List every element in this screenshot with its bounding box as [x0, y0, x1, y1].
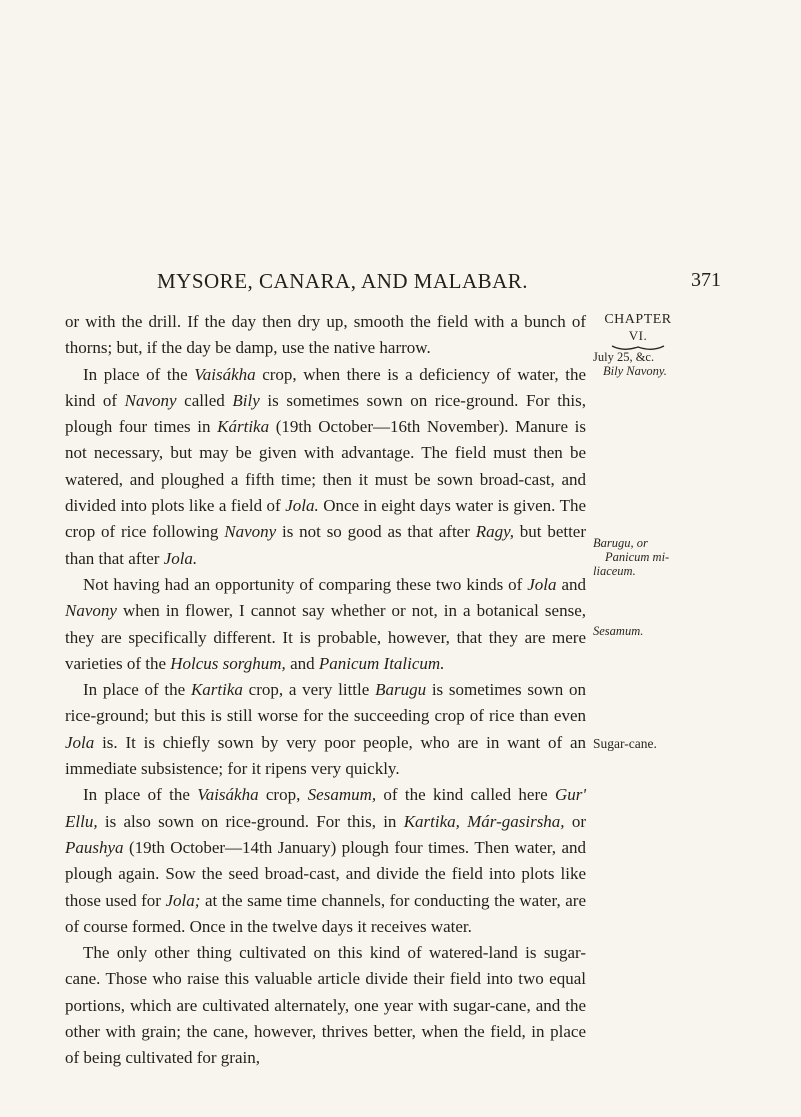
- italic-term: Jola.: [163, 548, 198, 568]
- text-run: called: [176, 390, 233, 410]
- italic-term: Jola;: [165, 890, 201, 910]
- text-run: In place of the: [83, 680, 191, 700]
- italic-term: Navony: [124, 390, 177, 410]
- text-run: at the same time channels, for conducting the water, are of course formed. Once in the twelve days it receives water.: [65, 890, 587, 936]
- italic-term: Ragy,: [475, 522, 514, 542]
- text-run: crop,: [258, 785, 308, 805]
- page-header: [65, 269, 721, 301]
- text-run: In place of the: [83, 785, 198, 805]
- text-run: is. It is chiefly sown by very poor people, who are in want of an immediate subsistence; for it ripens very quickly.: [65, 732, 586, 779]
- italic-term: Holcus sorghum,: [170, 653, 286, 673]
- italic-term: Gur' Ellu,: [65, 785, 586, 831]
- italic-term: Jola.: [285, 496, 319, 516]
- text-run: but better than that after: [65, 522, 587, 568]
- margin-note-barugu-line2: Panicum mi-: [605, 550, 670, 564]
- text-run: (19th October—14th January) plough four times. Then water, and plough again. Sow the seed broad-cast, and divide the field into plots like those used for: [65, 837, 586, 910]
- body-text: [65, 309, 586, 1072]
- text-run: is also sown on rice-ground. For this, in: [97, 811, 404, 831]
- paragraph-6: [65, 940, 586, 1071]
- italic-term: Panicum Italicum.: [318, 653, 445, 673]
- italic-term: Navony: [65, 601, 117, 621]
- italic-term: Navony: [224, 522, 277, 542]
- italic-term: Kartika: [190, 680, 243, 700]
- paragraph-5: [65, 782, 586, 940]
- chapter-label: CHAPTER: [604, 312, 672, 327]
- text-run: Once in eight days water is given. The crop of rice following: [65, 496, 586, 542]
- text-run: is sometimes sown on rice-ground; but this is still worse for the succeeding crop of rice than even: [65, 680, 587, 726]
- text-run: In place of the: [83, 364, 195, 384]
- text-run: is sometimes sown on rice-ground. For this, plough four times in: [65, 390, 587, 437]
- paragraph-4: [65, 677, 586, 782]
- italic-term: Bily: [232, 390, 260, 410]
- text-run: crop, when there is a deficiency of water, the kind of: [65, 364, 586, 410]
- italic-term: Kartika, Már-gasirsha,: [403, 811, 565, 831]
- margin-note-july-line: July 25, &c.: [593, 350, 655, 364]
- text-run: is not so good as that after: [276, 522, 476, 542]
- paragraph-2: [65, 362, 586, 572]
- italic-term: Vaisákha: [194, 364, 256, 384]
- text-run: The only other thing cultivated on this kind of watered-land is sugar-cane. Those who raise this valuable article divide their field into two equal portions, which are cultivated alternately, one year with sugar-cane, and the other with grain; the cane, however, thrives better, when the field, in place of being cultivated for grain,: [65, 943, 586, 1068]
- paragraph-3: [65, 572, 586, 677]
- margin-note-sugar-cane: Sugar-cane.: [593, 736, 657, 751]
- text-run: or: [564, 811, 586, 831]
- chapter-number: VI.: [628, 328, 648, 343]
- page-number: 371: [691, 269, 721, 291]
- italic-term: Barugu: [375, 680, 427, 700]
- text-run: of the kind called here: [376, 785, 555, 805]
- margin-note-barugu: [593, 536, 669, 578]
- margin-note-bily-navony: Bily Navony.: [603, 364, 667, 378]
- text-run: or with the drill. If the day then dry up, smooth the field with a bunch of thorns; but, if the day be damp, use the native harrow.: [65, 312, 586, 358]
- margin-note-barugu-line3: liaceum.: [593, 564, 636, 578]
- text-run: (19th October—16th November). Manure is not necessary, but may be given with advantage. The field must then be watered, and ploughed a fifth time; then it must be sown broad-cast, and divided into plots like a field of: [65, 417, 586, 516]
- italic-term: Sesamum,: [307, 785, 377, 805]
- text-run: Not having had an opportunity of comparing these two kinds of: [83, 574, 528, 594]
- text-run: crop, a very little: [242, 680, 376, 700]
- italic-term: Jola: [527, 574, 557, 594]
- paragraph-1: [65, 309, 586, 362]
- running-title: MYSORE, CANARA, AND MALABAR.: [157, 269, 529, 293]
- margin-note-barugu-line1: Barugu, or: [593, 536, 648, 550]
- italic-term: Vaisákha: [197, 785, 259, 805]
- italic-term: Paushya: [65, 837, 124, 857]
- margin-note-chapter: [593, 312, 683, 352]
- text-run: and: [556, 574, 586, 594]
- margin-note-july: [593, 350, 667, 378]
- text-run: when in flower, I cannot say whether or not, in a botanical sense, they are specifically different. It is probable, however, that they are mere varieties of the: [65, 601, 586, 673]
- text-run: and: [285, 653, 319, 673]
- margin-note-sesamum: Sesamum.: [593, 624, 644, 638]
- italic-term: Kártika: [217, 417, 270, 437]
- italic-term: Jola: [65, 732, 95, 752]
